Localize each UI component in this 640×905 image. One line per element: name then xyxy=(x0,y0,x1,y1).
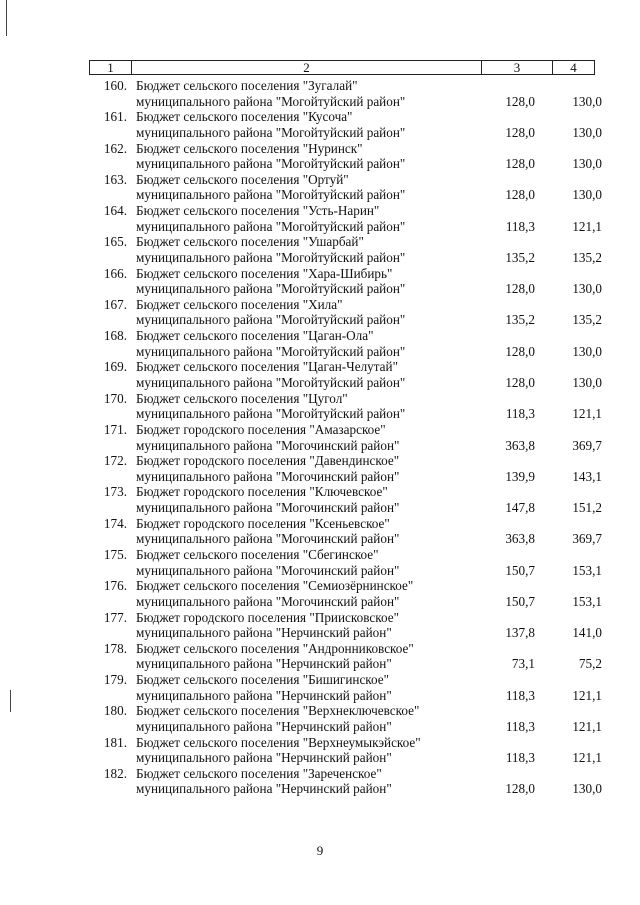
row-number: 160. xyxy=(103,78,127,93)
row-description-line1: Бюджет городского поселения "Ксеньевское" xyxy=(136,515,390,531)
row-description-line1: Бюджет сельского поселения "Ортуй" xyxy=(136,171,349,187)
row-description-line1: Бюджет сельского поселения "Верхнеумыкэйское" xyxy=(136,734,421,750)
row-number: 164. xyxy=(103,203,127,219)
row-value-col3: 363,8 xyxy=(505,437,535,453)
row-number: 175. xyxy=(103,546,127,562)
table-row xyxy=(89,234,609,265)
row-description-line1: Бюджет сельского поселения "Хара-Шибирь" xyxy=(136,265,393,281)
page-number: 9 xyxy=(316,843,324,858)
table-row xyxy=(89,578,609,609)
row-description-line1: Бюджет сельского поселения "Усть-Нарин" xyxy=(136,203,380,219)
row-value-col4: 130,0 xyxy=(572,93,602,109)
row-number: 174. xyxy=(103,515,127,531)
row-value-col4: 153,1 xyxy=(572,562,602,578)
row-value-col4: 130,0 xyxy=(572,156,602,172)
table-row xyxy=(89,141,609,172)
row-value-col3: 118,3 xyxy=(505,687,535,703)
table-row xyxy=(89,641,609,672)
row-description-line2: муниципального района "Могойтуйский район" xyxy=(136,249,406,265)
table-row xyxy=(89,766,609,797)
row-description-line2: муниципального района "Нерчинский район" xyxy=(136,781,392,797)
table-row xyxy=(89,672,609,703)
scan-margin-mark xyxy=(10,690,11,712)
row-value-col3: 128,0 xyxy=(505,187,535,203)
row-description-line1: Бюджет сельского поселения "Ушарбай" xyxy=(136,234,364,250)
row-description-line2: муниципального района "Могойтуйский район" xyxy=(136,187,406,203)
row-description-line2: муниципального района "Могойтуйский район" xyxy=(136,312,406,328)
row-description-line1: Бюджет сельского поселения "Семиозёрнинское" xyxy=(136,578,414,594)
budget-table-body xyxy=(89,78,609,797)
row-value-col3: 137,8 xyxy=(505,625,535,641)
row-description-line2: муниципального района "Могойтуйский район" xyxy=(136,374,406,390)
row-value-col4: 369,7 xyxy=(572,531,602,547)
row-value-col4: 151,2 xyxy=(572,500,602,516)
row-number: 178. xyxy=(103,640,127,656)
row-value-col3: 135,2 xyxy=(505,249,535,265)
row-value-col4: 130,0 xyxy=(572,124,602,140)
row-value-col4: 121,1 xyxy=(572,750,602,766)
row-value-col4: 130,0 xyxy=(572,281,602,297)
row-description-line1: Бюджет сельского поселения "Хила" xyxy=(136,296,343,312)
row-value-col4: 369,7 xyxy=(572,437,602,453)
row-value-col3: 128,0 xyxy=(505,124,535,140)
row-number: 173. xyxy=(103,484,127,500)
table-row xyxy=(89,610,609,641)
row-value-col3: 150,7 xyxy=(505,562,535,578)
table-row xyxy=(89,453,609,484)
row-value-col3: 118,3 xyxy=(505,718,535,734)
row-value-col3: 73,1 xyxy=(511,656,535,672)
row-description-line1: Бюджет городского поселения "Амазарское" xyxy=(136,421,386,437)
row-number: 170. xyxy=(103,390,127,406)
row-number: 181. xyxy=(103,734,127,750)
row-description-line1: Бюджет городского поселения "Приисковское" xyxy=(136,609,399,625)
row-description-line2: муниципального района "Могочинский район" xyxy=(136,562,400,578)
row-description-line2: муниципального района "Нерчинский район" xyxy=(136,718,392,734)
row-number: 165. xyxy=(103,234,127,250)
table-row xyxy=(89,203,609,234)
table-row xyxy=(89,78,609,109)
row-number: 167. xyxy=(103,296,127,312)
row-value-col4: 141,0 xyxy=(572,625,602,641)
row-description-line2: муниципального района "Нерчинский район" xyxy=(136,687,392,703)
table-row xyxy=(89,172,609,203)
row-value-col3: 118,3 xyxy=(505,750,535,766)
table-row xyxy=(89,735,609,766)
row-description-line1: Бюджет сельского поселения "Верхнеключевское" xyxy=(136,703,420,719)
scan-margin-mark xyxy=(6,0,7,36)
row-value-col4: 121,1 xyxy=(572,406,602,422)
row-number: 180. xyxy=(103,703,127,719)
row-description-line2: муниципального района "Могойтуйский район" xyxy=(136,93,406,109)
table-row xyxy=(89,484,609,515)
row-number: 172. xyxy=(103,453,127,469)
row-value-col4: 121,1 xyxy=(572,687,602,703)
table-row xyxy=(89,422,609,453)
row-number: 162. xyxy=(103,140,127,156)
row-value-col3: 147,8 xyxy=(505,500,535,516)
row-description-line1: Бюджет сельского поселения "Зареченское" xyxy=(136,765,382,781)
row-value-col4: 135,2 xyxy=(572,312,602,328)
row-description-line1: Бюджет городского поселения "Ключевское" xyxy=(136,484,388,500)
row-value-col3: 128,0 xyxy=(505,343,535,359)
row-description-line2: муниципального района "Нерчинский район" xyxy=(136,625,392,641)
table-header xyxy=(89,60,595,75)
header-col-2: 2 xyxy=(132,61,482,74)
row-description-line1: Бюджет сельского поселения "Сбегинское" xyxy=(136,546,379,562)
table-row xyxy=(89,328,609,359)
row-description-line2: муниципального района "Могойтуйский район" xyxy=(136,281,406,297)
row-value-col4: 121,1 xyxy=(572,218,602,234)
header-col-1: 1 xyxy=(90,61,132,74)
row-value-col3: 118,3 xyxy=(505,406,535,422)
row-number: 161. xyxy=(103,109,127,125)
table-row xyxy=(89,547,609,578)
row-description-line2: муниципального района "Могойтуйский район" xyxy=(136,218,406,234)
row-value-col3: 128,0 xyxy=(505,93,535,109)
row-value-col4: 130,0 xyxy=(572,343,602,359)
row-number: 177. xyxy=(103,609,127,625)
row-value-col3: 363,8 xyxy=(505,531,535,547)
row-description-line2: муниципального района "Могочинский район" xyxy=(136,531,400,547)
row-value-col4: 75,2 xyxy=(578,656,602,672)
row-value-col3: 135,2 xyxy=(505,312,535,328)
row-value-col4: 153,1 xyxy=(572,593,602,609)
table-row xyxy=(89,516,609,547)
row-value-col4: 135,2 xyxy=(572,249,602,265)
row-description-line2: муниципального района "Могочинский район" xyxy=(136,437,400,453)
row-description-line1: Бюджет сельского поселения "Цугол" xyxy=(136,390,348,406)
row-description-line1: Бюджет сельского поселения "Андронниковское" xyxy=(136,640,414,656)
row-description-line2: муниципального района "Могочинский район" xyxy=(136,500,400,516)
table-row xyxy=(89,266,609,297)
row-value-col4: 130,0 xyxy=(572,187,602,203)
row-description-line1: Бюджет сельского поселения "Нуринск" xyxy=(136,140,363,156)
row-number: 163. xyxy=(103,171,127,187)
table-row xyxy=(89,703,609,734)
row-value-col3: 118,3 xyxy=(505,218,535,234)
row-description-line2: муниципального района "Могойтуйский район" xyxy=(136,156,406,172)
header-col-4: 4 xyxy=(570,60,577,75)
table-row xyxy=(89,391,609,422)
row-description-line1: Бюджет городского поселения "Давендинское" xyxy=(136,453,400,469)
row-description-line1: Бюджет сельского поселения "Кусоча" xyxy=(136,109,353,125)
row-number: 182. xyxy=(103,765,127,781)
row-description-line1: Бюджет сельского поселения "Бишигинское" xyxy=(136,672,390,688)
row-value-col3: 128,0 xyxy=(505,281,535,297)
row-description-line2: муниципального района "Нерчинский район" xyxy=(136,750,392,766)
row-description-line1: Бюджет сельского поселения "Цаган-Ола" xyxy=(136,328,374,344)
row-number: 166. xyxy=(103,265,127,281)
row-value-col3: 150,7 xyxy=(505,593,535,609)
row-value-col4: 143,1 xyxy=(572,468,602,484)
row-number: 171. xyxy=(103,421,127,437)
table-row xyxy=(89,359,609,390)
row-value-col3: 128,0 xyxy=(505,781,535,797)
row-description-line2: муниципального района "Нерчинский район" xyxy=(136,656,392,672)
row-value-col3: 139,9 xyxy=(505,468,535,484)
row-description-line2: муниципального района "Могочинский район" xyxy=(136,593,400,609)
row-number: 179. xyxy=(103,672,127,688)
header-col-3: 3 xyxy=(482,61,553,74)
row-number: 176. xyxy=(103,578,127,594)
row-description-line2: муниципального района "Могойтуйский район" xyxy=(136,124,406,140)
row-description-line1: Бюджет сельского поселения "Зугалай" xyxy=(136,78,358,93)
row-value-col4: 130,0 xyxy=(572,781,602,797)
row-description-line2: муниципального района "Могочинский район" xyxy=(136,468,400,484)
table-row xyxy=(89,297,609,328)
row-value-col4: 121,1 xyxy=(572,718,602,734)
row-description-line2: муниципального района "Могойтуйский район" xyxy=(136,343,406,359)
table-row xyxy=(89,109,609,140)
row-number: 169. xyxy=(103,359,127,375)
row-value-col3: 128,0 xyxy=(505,374,535,390)
row-value-col4: 130,0 xyxy=(572,374,602,390)
row-value-col3: 128,0 xyxy=(505,156,535,172)
row-number: 168. xyxy=(103,328,127,344)
row-description-line2: муниципального района "Могойтуйский район" xyxy=(136,406,406,422)
row-description-line1: Бюджет сельского поселения "Цаган-Челутай" xyxy=(136,359,398,375)
